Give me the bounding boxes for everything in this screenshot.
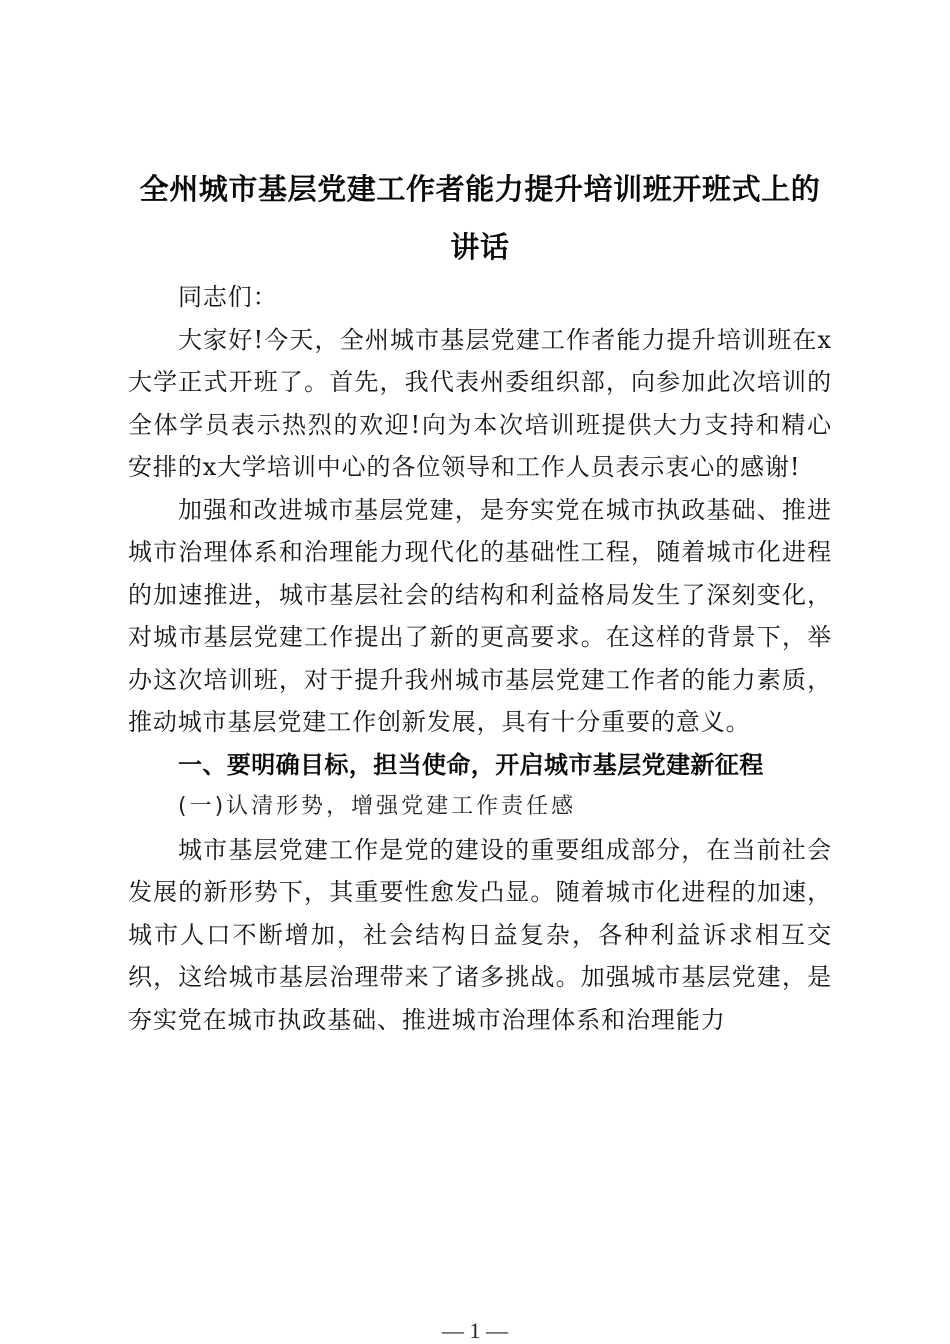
page-number: — 1 — [442,1318,508,1343]
document-body [128,276,832,1041]
document-title: 全州城市基层党建工作者能力提升培训班开班式上的讲话 [139,172,821,264]
salutation: 同志们： [178,283,278,311]
subsection-heading: (一)认清形势，增强党建工作责任感 [178,794,577,819]
paragraph-welcome: 大家好!今天，全州城市基层党建工作者能力提升培训班在x大学正式开班了。首先，我代表州委组织部，向参加此次培训的全体学员表示热烈的欢迎!向为本次培训班提供大力支持和精心安排的x大学培训中心的各位领导和工作人员表示衷心的感谢! [128,325,832,481]
paragraph-situation: 城市基层党建工作是党的建设的重要组成部分，在当前社会发展的新形势下，其重要性愈发凸显。随着城市化进程的加速，城市人口不断增加，社会结构日益复杂，各种利益诉求相互交织，这给城市基层治理带来了诸多挑战。加强城市基层党建，是夯实党在城市执政基础、推进城市治理体系和治理能力 [128,835,832,1034]
paragraph-significance: 加强和改进城市基层党建，是夯实党在城市执政基础、推进城市治理体系和治理能力现代化的基础性工程，随着城市化进程的加速推进，城市基层社会的结构和利益格局发生了深刻变化，对城市基层党建工作提出了新的更高要求。在这样的背景下，举办这次培训班，对于提升我州城市基层党建工作者的能力素质，推动城市基层党建工作创新发展，具有十分重要的意义。 [128,495,832,736]
section-heading: 一、要明确目标，担当使命，开启城市基层党建新征程 [178,750,764,779]
